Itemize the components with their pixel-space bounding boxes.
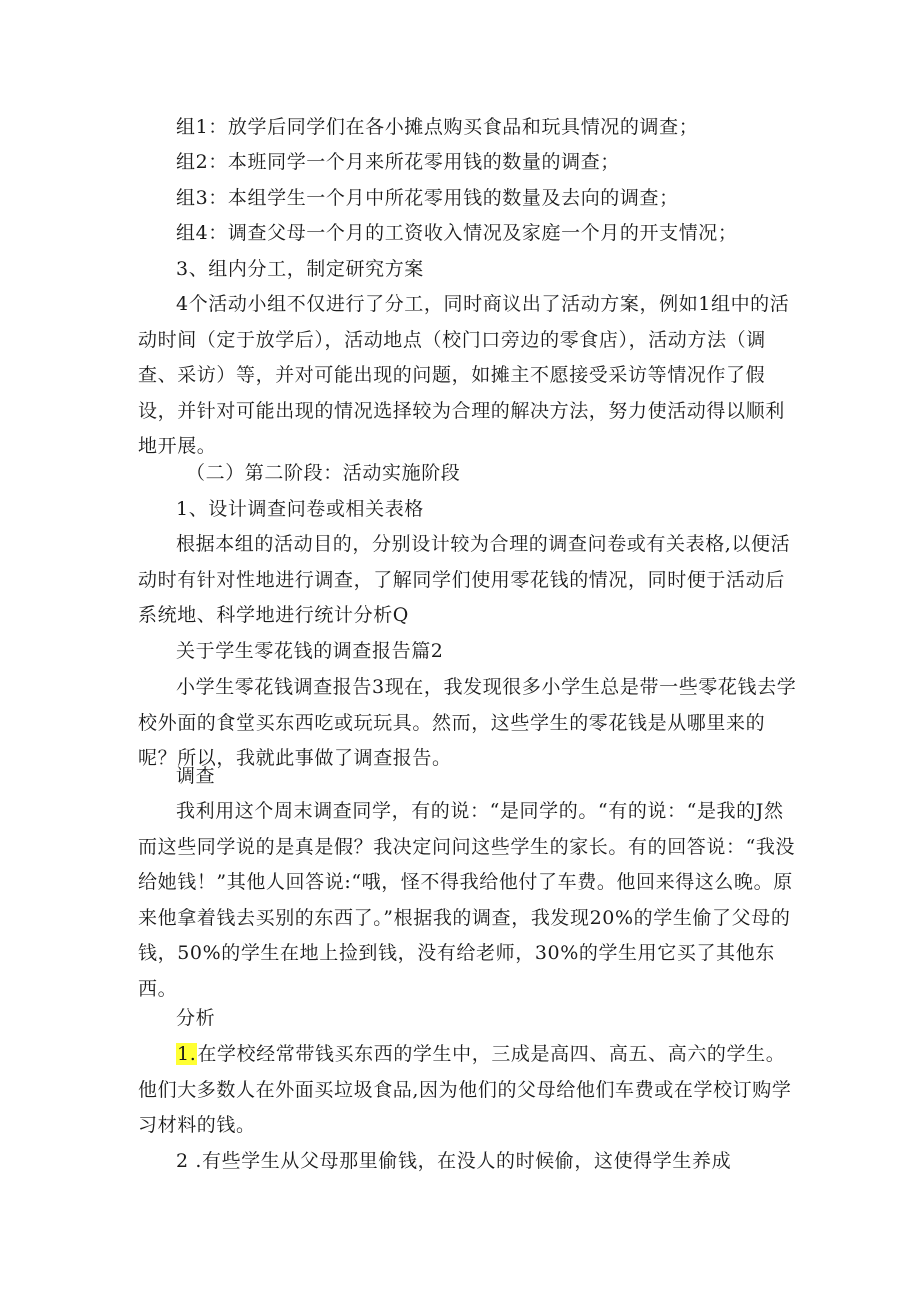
analysis-item-1-text: 在学校经常带钱买东西的学生中，三成是高四、高五、高六的学生。他们大多数人在外面买垃圾食品,因为他们的父母给他们车费或在学校订购学习材料的钱。 <box>138 1043 792 1136</box>
intro-paragraph: 小学生零花钱调查报告3现在，我发现很多小学生总是带一些零花钱去学校外面的食堂买东西吃或玩玩具。然而，这些学生的零花钱是从哪里来的呢？所以，我就此事做了调查报告。 <box>138 676 797 769</box>
group-1-line: 组1：放学后同学们在各小摊点购买食品和玩具情况的调查； <box>176 116 699 138</box>
group-3-line: 组3：本组学生一个月中所花零用钱的数量及去向的调查； <box>176 187 679 209</box>
report-title: 关于学生零花钱的调查报告篇2 <box>176 640 444 662</box>
survey-heading: 调查 <box>176 765 216 787</box>
design-paragraph: 根据本组的活动目的，分别设计较为合理的调查问卷或有关表格,以便活动时有针对性地进行调查，了解同学们使用零花钱的情况，同时便于活动后系统地、科学地进行统计分析Q <box>138 533 791 626</box>
stage-2-heading: （二）第二阶段：活动实施阶段 <box>186 462 461 484</box>
section-heading-1: 1、设计调查问卷或相关表格 <box>176 498 424 520</box>
analysis-item-1 <box>138 1037 800 1144</box>
group-2-line: 组2：本班同学一个月来所花零用钱的数量的调查； <box>176 151 620 173</box>
highlighted-item-number: 1. <box>177 1043 197 1065</box>
analysis-heading: 分析 <box>176 1007 216 1029</box>
analysis-item-2: 2 .有些学生从父母那里偷钱，在没人的时候偷，这使得学生养成 <box>176 1150 732 1172</box>
section-heading-3: 3、组内分工，制定研究方案 <box>176 258 424 280</box>
plan-paragraph: 4个活动小组不仅进行了分工，同时商议出了活动方案，例如1组中的活动时间（定于放学后），活动地点（校门口旁边的零食店），活动方法（调查、采访）等，并对可能出现的问题，如摊主不愿接受采访等情况作了假设，并针对可能出现的情况选择较为合理的解决方法，努力使活动得以顺利地开展。 <box>138 293 790 457</box>
survey-paragraph: 我利用这个周末调查同学，有的说：“是同学的。“有的说：“是我的J然而这些同学说的是真是假？我决定问问这些学生的家长。有的回答说：“我没给她钱！”其他人回答说:“哦，怪不得我给他付了车费。他回来得这么晚。原来他拿着钱去买别的东西了。”根据我的调查，我发现20%的学生偷了父母的钱，50%的学生在地上捡到钱，没有给老师，30%的学生用它买了其他东西。 <box>138 800 796 1000</box>
group-4-line: 组4：调查父母一个月的工资收入情况及家庭一个月的开支情况； <box>176 222 738 244</box>
